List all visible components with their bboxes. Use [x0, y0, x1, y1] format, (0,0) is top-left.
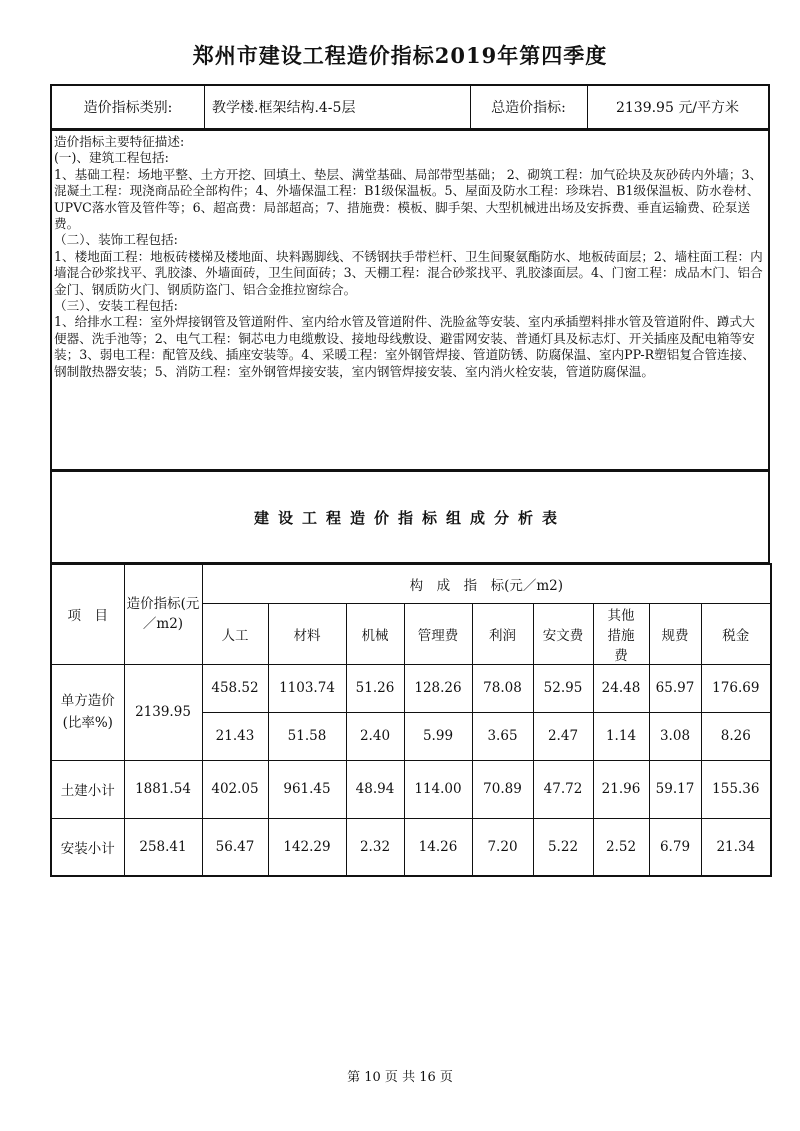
ratio-cell: 1.14 [593, 712, 649, 760]
table-cell: 59.17 [649, 760, 701, 818]
ratio-cell: 2.40 [346, 712, 404, 760]
column-header: 材料 [268, 603, 346, 664]
description-line: (一)、建筑工程包括: [54, 150, 169, 166]
row-index: 258.41 [124, 818, 202, 876]
description-line: （三）、安装工程包括: [54, 298, 178, 314]
column-header: 人工 [202, 603, 268, 664]
table-cell: 176.69 [701, 664, 771, 712]
index-header: 造价指标(元／m2) [124, 564, 202, 664]
table-cell: 24.48 [593, 664, 649, 712]
column-header: 其他措施费 [593, 603, 649, 664]
page-title: 郑州市建设工程造价指标2019年第四季度 [192, 43, 608, 68]
table-cell: 78.08 [472, 664, 533, 712]
column-header: 利润 [472, 603, 533, 664]
table-cell: 2.52 [593, 818, 649, 876]
table-cell: 51.26 [346, 664, 404, 712]
page-number: 第 10 页 共 16 页 [347, 1070, 453, 1085]
ratio-cell: 3.08 [649, 712, 701, 760]
cost-composition-table [50, 563, 772, 877]
column-header: 税金 [701, 603, 771, 664]
table-cell: 7.20 [472, 818, 533, 876]
feature-description [50, 129, 770, 471]
table-cell: 402.05 [202, 760, 268, 818]
analysis-table-title: 建设工程造价指标组成分析表 [50, 470, 770, 564]
table-cell: 142.29 [268, 818, 346, 876]
table-cell: 47.72 [533, 760, 593, 818]
table-cell: 961.45 [268, 760, 346, 818]
item-header: 项 目 [51, 564, 124, 664]
table-row [51, 818, 771, 876]
index-header-row [50, 84, 770, 130]
ratio-cell: 51.58 [268, 712, 346, 760]
ratio-cell: 21.43 [202, 712, 268, 760]
category-label: 造价指标类别: [83, 100, 173, 116]
composition-header: 构 成 指 标(元／m2) [202, 564, 771, 603]
table-cell: 21.34 [701, 818, 771, 876]
table-cell: 458.52 [202, 664, 268, 712]
table-cell: 1103.74 [268, 664, 346, 712]
row-label: 安装小计 [51, 818, 124, 876]
table-row [51, 760, 771, 818]
ratio-cell: 3.65 [472, 712, 533, 760]
description-line: 1、给排水工程：室外焊接钢管及管道附件、室内给水管及管道附件、洗脸盆等安装、室内承插塑料排水管及管道附件、蹲式大便器、洗手池等；2、电气工程：铜芯电力电缆敷设、接地母线敷设、避雷网安装、普通灯具及标志灯、开关插座及配电箱等安装；3、弱电工程：配管及线、插座安装等。4、采暖工程：室外钢管焊接、管道防锈、防腐保温、室内PP-R塑铝复合管连接、钢制散热器安装；5、消防工程：室外钢管焊接安装，室内钢管焊接安装、室内消火栓安装，管道防腐保温。 [54, 314, 755, 379]
description-line: 1、基础工程：场地平整、土方开挖、回填土、垫层、满堂基础、局部带型基础； 2、砌筑工程：加气砼块及灰砂砖内外墙；3、混凝土工程：现浇商品砼全部构件；4、外墙保温工程：B1级保温板。5、屋面及防水工程：珍珠岩、B1级保温板、防水卷材、UPVC落水管及管件等；6、超高费：局部超高；7、措施费：模板、脚手架、大型机械进出场及安拆费、垂直运输费、砼泵送费。 [54, 166, 763, 232]
table-cell: 155.36 [701, 760, 771, 818]
table-cell: 48.94 [346, 760, 404, 818]
description-line: （二）、装饰工程包括: [54, 232, 178, 248]
table-cell: 2.32 [346, 818, 404, 876]
column-header: 安文费 [533, 603, 593, 664]
table-cell: 14.26 [404, 818, 472, 876]
table-cell: 70.89 [472, 760, 533, 818]
table-cell: 128.26 [404, 664, 472, 712]
table-cell: 21.96 [593, 760, 649, 818]
table-cell: 65.97 [649, 664, 701, 712]
description-line: 1、楼地面工程：地板砖楼梯及楼地面、块料踢脚线、不锈钢扶手带栏杆、卫生间聚氨酯防水、地板砖面层；2、墙柱面工程：内墙混合砂浆找平、乳胶漆、外墙面砖，卫生间面砖；3、天棚工程：混合砂浆找平、乳胶漆面层。4、门窗工程：成品木门、铝合金门、钢质防火门、钢质防盗门、铝合金推拉窗综合。 [54, 248, 763, 297]
row-index: 1881.54 [124, 760, 202, 818]
category-value: 教学楼.框架结构.4-5层 [212, 100, 356, 116]
row-label: 单方造价(比率%) [51, 664, 124, 760]
column-header: 机械 [346, 603, 404, 664]
row-index: 2139.95 [124, 664, 202, 760]
ratio-cell: 2.47 [533, 712, 593, 760]
table-cell: 5.22 [533, 818, 593, 876]
ratio-cell: 5.99 [404, 712, 472, 760]
total-value: 2139.95 元/平方米 [615, 100, 740, 116]
table-cell: 114.00 [404, 760, 472, 818]
ratio-cell: 8.26 [701, 712, 771, 760]
description-line: 造价指标主要特征描述: [54, 134, 185, 149]
table-cell: 56.47 [202, 818, 268, 876]
table-cell: 6.79 [649, 818, 701, 876]
total-label: 总造价指标: [491, 100, 566, 116]
row-label: 土建小计 [51, 760, 124, 818]
table-cell: 52.95 [533, 664, 593, 712]
table-row [51, 664, 771, 712]
column-header: 管理费 [404, 603, 472, 664]
column-header: 规费 [649, 603, 701, 664]
